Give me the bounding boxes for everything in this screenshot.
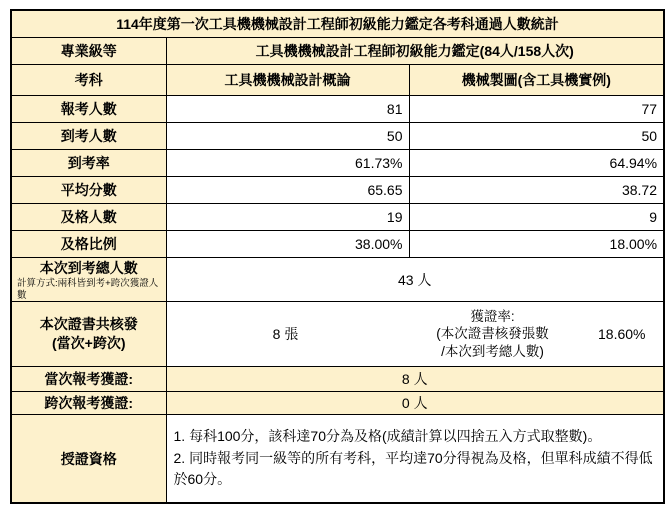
metric-value-col2: 18.00% [409,231,664,258]
qualification-label: 授證資格 [11,415,166,504]
subject-header-row [11,65,664,96]
total-attendance-note: 計算方式:兩科皆到考+跨次獲證人數 [17,278,159,301]
metric-value-col1: 19 [166,204,409,231]
cross-session-award-label: 跨次報考獲證: [11,392,166,415]
current-session-award-row [11,367,664,392]
table-row-registered [11,96,664,123]
certificates-label-cell [11,302,166,367]
certificates-label-line1: 本次證書共核發 [39,316,138,333]
table-row-pass-rate [11,231,664,258]
title-row [11,10,664,38]
level-row [11,38,664,65]
level-label: 專業級等 [11,38,166,65]
metric-value-col2: 50 [409,123,664,150]
metric-value-col1: 50 [166,123,409,150]
qualification-row [11,415,664,504]
total-attendance-row [11,258,664,302]
metric-value-col2: 64.94% [409,150,664,177]
certificates-value-layout [167,302,664,366]
certificates-value-cell [166,302,664,367]
certificate-rate-formula-line2: /本次到考總人數) [441,343,544,359]
certificate-rate-value: 18.60% [598,326,646,342]
cross-session-award-value: 0 人 [166,392,664,415]
current-session-award-value: 8 人 [166,367,664,392]
cross-session-award-row [11,392,664,415]
subject-label: 考科 [11,65,166,96]
table-row-passed-count [11,204,664,231]
total-attendance-value: 43 人 [166,258,664,302]
metric-label: 到考人數 [11,123,166,150]
page-title: 114年度第一次工具機機械設計工程師初級能力鑑定各考科通過人數統計 [11,10,664,38]
metric-value-col1: 38.00% [166,231,409,258]
current-session-award-label: 當次報考獲證: [11,367,166,392]
subject-col2-header: 機械製圖(含工具機實例) [409,65,664,96]
metric-label: 平均分數 [11,177,166,204]
metric-value-col2: 38.72 [409,177,664,204]
certificates-row [11,302,664,367]
pass-statistics-table [10,9,665,504]
level-value: 工具機機械設計工程師初級能力鑑定(84人/158人次) [166,38,664,65]
table-row-attended [11,123,664,150]
qualification-rule-2: 2. 同時報考同一級等的所有考科，平均達70分得視為及格，但單科成績不得低於60分。 [173,449,653,488]
total-attendance-label: 本次到考總人數 [39,260,138,277]
metric-label: 到考率 [11,150,166,177]
certificate-rate-title: 獲證率: [470,308,515,324]
metric-value-col1: 81 [166,96,409,123]
metric-value-col2: 9 [409,204,664,231]
qualification-content-cell [166,415,664,504]
qualification-rule-1: 1. 每科100分，該科達70分為及格(成績計算以四捨五入方式取整數)。 [173,427,602,444]
table-row-attendance-rate [11,150,664,177]
table-row-average-score [11,177,664,204]
certificate-rate-formula-line1: (本次證書核發張數 [436,326,549,342]
subject-col1-header: 工具機機械設計概論 [166,65,409,96]
certificate-count: 8 張 [272,326,299,342]
metric-label: 報考人數 [11,96,166,123]
certificate-rate-formula [405,308,581,361]
metric-value-col1: 65.65 [166,177,409,204]
metric-value-col1: 61.73% [166,150,409,177]
certificates-label-line2: (當次+跨次) [52,335,126,351]
metric-value-col2: 77 [409,96,664,123]
metric-label: 及格人數 [11,204,166,231]
total-attendance-label-cell [11,258,166,302]
metric-label: 及格比例 [11,231,166,258]
